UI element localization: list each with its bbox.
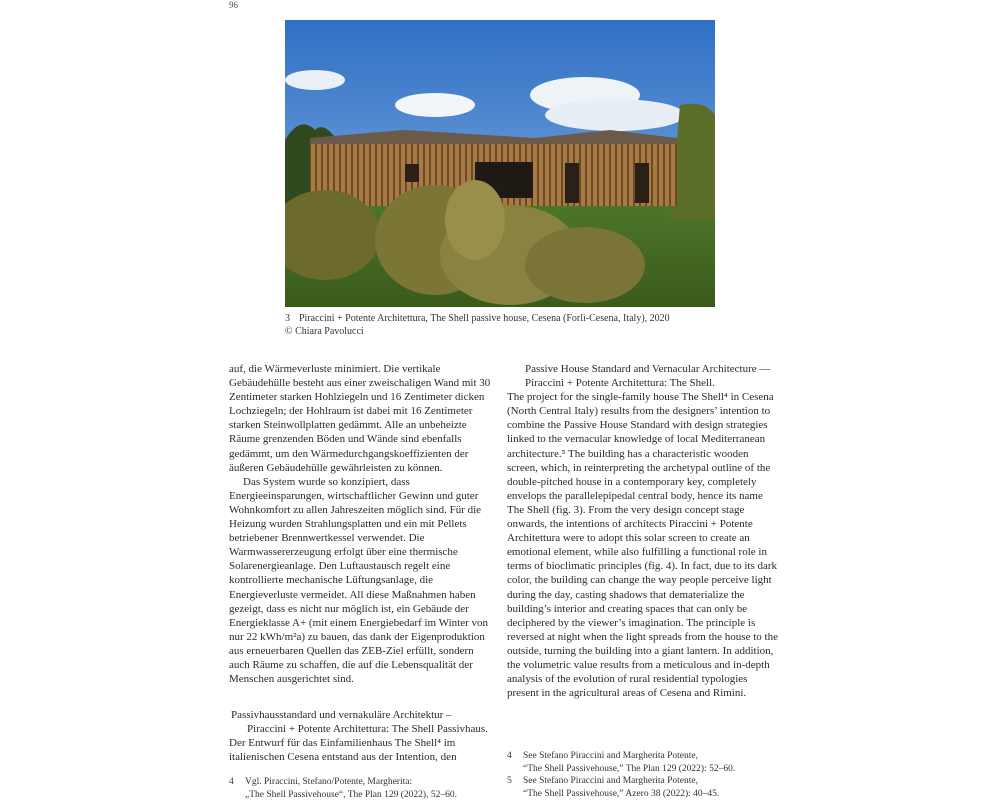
figure-caption: [285, 312, 725, 338]
caption-text: Piraccini + Potente Architettura, The Shell passive house, Cesena (Forlì-Cesena, Italy), 2020: [299, 313, 670, 324]
german-section-heading: Passivhausstandard und vernakuläre Architektur – Piraccini + Potente Architettura: The Shell Passivhaus.: [229, 708, 491, 736]
house-photo: [285, 20, 715, 307]
english-footnotes: [507, 750, 787, 800]
photo-credit: © Chiara Pavolucci: [285, 326, 364, 337]
footnote: [507, 750, 787, 775]
german-column: [229, 362, 491, 765]
page-number: 96: [229, 0, 238, 10]
footnote-line: See Stefano Piraccini and Margherita Potente,: [523, 776, 698, 786]
footnote-line: Vgl. Piraccini, Stefano/Potente, Margherita:: [245, 777, 412, 787]
german-paragraph-3: Der Entwurf für das Einfamilienhaus The Shell⁴ im italienischen Cesena entstand aus der Intention, den: [229, 736, 491, 764]
footnote-line: See Stefano Piraccini and Margherita Potente,: [523, 751, 698, 761]
footnote-number: 4: [507, 750, 523, 763]
footnote-line: „The Shell Passivehouse“, The Plan 129 (2022), 52–60.: [229, 789, 491, 801]
english-paragraph-1: The project for the single-family house The Shell⁴ in Cesena (North Central Italy) results from the designers’ intention to combine the Passive House Standard with design strategies linked to the vernacular knowledge of local Mediterranean architecture.⁵ The building has a characteristic wooden screen, which, in reinterpreting the archetypal outline of the double-pitched house in a contemporary key, completely envelops the parallelepipedal central body, hence its name The Shell (fig. 3). From the very design concept stage onwards, the intentions of architects Piraccini + Potente Architettura were to adopt this solar screen to create an emotional element, while also fulfilling a functional role in terms of bioclimatic principles (fig. 4). In fact, due to its dark color, the building can change the way people perceive light during the day, casting shadows that dematerialize the building’s interior and creating spaces that can only be deciphered by the viewer’s imagination. The principle is reversed at night when the light spreads from the house to the outside, turning the building into a giant lantern. In addition, the volumetric value results from a meticulous and in-depth analysis of the evolution of rural residential typologies present in the agricultural areas of Cesena and Rimini.: [507, 390, 779, 700]
footnote: [507, 775, 787, 800]
footnote-line: “The Shell Passivehouse,” The Plan 129 (2022): 52–60.: [507, 763, 787, 776]
english-section-heading: Passive House Standard and Vernacular Architecture — Piraccini + Potente Architettura: The Shell.: [507, 362, 779, 390]
english-column: [507, 362, 779, 700]
german-footnotes: [229, 776, 491, 801]
caption-number: 3: [285, 312, 299, 325]
footnote-number: 5: [507, 775, 523, 788]
footnote-number: 4: [229, 776, 245, 789]
footnote: [229, 776, 491, 801]
german-paragraph-1: auf, die Wärmeverluste minimiert. Die vertikale Gebäudehülle besteht aus einer zweischaligen Wand mit 30 Zentimeter starken Hohlziegeln und 16 Zentimeter dicken Lochziegeln; der Hohlraum ist dabei mit 16 Zentimeter starken Steinwollplatten gedämmt. Alle an unbeheizte Räume grenzenden Böden und Wände sind ebenfalls gedämmt, um den Wärmedurchgangskoeffizienten der äußeren Gebäudehülle gewährleisten zu können.: [229, 362, 491, 475]
german-paragraph-2: Das System wurde so konzipiert, dass Energieeinsparungen, wirtschaftlicher Gewinn und guter Wohnkomfort zu allen Jahreszeiten möglich sind. Für die Heizung wurden Strahlungsplatten und ein mit Pellets betriebener Brennwertkessel verwendet. Die Warmwassererzeugung erfolgt über eine thermische Solarenergieanlage. Den Luftaustausch regelt eine kontrollierte mechanische Lüftungsanlage, die Energieverluste vermeidet. All diese Maßnahmen haben gezeigt, dass es nicht nur möglich ist, ein Gebäude der Energieklasse A+ (mit einem Energiebedarf im Winter von nur 22 kWh/m²a) zu bauen, das dank der Eigenproduktion aus erneuerbaren Quellen das ZEB-Ziel erfüllt, sondern auch Räume zu schaffen, die auf die Lebensqualität der Menschen ausgerichtet sind.: [229, 475, 491, 686]
footnote-line: “The Shell Passivehouse,” Azero 38 (2022): 40–45.: [507, 788, 787, 801]
